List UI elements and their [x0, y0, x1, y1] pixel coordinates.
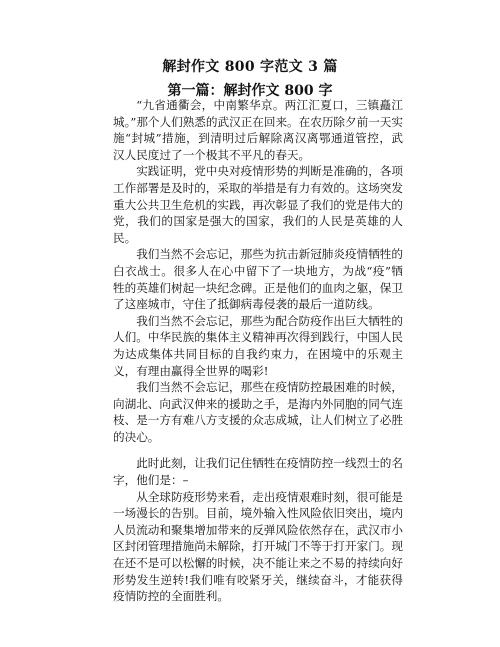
- paragraph-6: 此时此刻，让我们记住牺牲在疫情防控一线烈士的名字，他们是：–: [113, 456, 403, 488]
- paragraph-5: 我们当然不会忘记，那些在疫情防控最困难的时候，向湖北、向武汉伸来的援助之手，是海内外同胞的同气连枝、是一方有难八方支援的众志成城，让人们树立了必胜的决心。: [113, 380, 403, 444]
- paragraph-1: “九省通衢会，中南繁华京。两江汇夏口，三镇矗江城。”那个人们熟悉的武汉正在回来。在农历除夕前一天实施“封城”措施，到清明过后解除离汉离鄂通道管控，武汉人民度过了一个极其不平凡的春天。: [113, 98, 403, 162]
- paragraph-4: 我们当然不会忘记，那些为配合防疫作出巨大牺牲的人们。中华民族的集体主义精神再次得到践行，中国人民为达成集体共同目标的自我约束力，在困境中的乐观主义，有理由赢得全世界的喝彩!: [113, 313, 403, 378]
- section-heading: 第一篇：解封作文 800 字: [167, 83, 333, 99]
- paragraph-2: 实践证明，党中央对疫情形势的判断是准确的，各项工作部署是及时的，采取的举措是有力有效的。这场突发重大公共卫生危机的实践，再次彰显了我们的党是伟大的党，我们的国家是强大的国家，我们的人民是英雄的人民。: [113, 164, 403, 245]
- paragraph-3: 我们当然不会忘记，那些为抗击新冠肺炎疫情牺牲的白衣战士。很多人在心中留下了一块地方，为战“疫”牺牲的英雄们树起一块纪念碑。正是他们的血肉之躯，保卫了这座城市，守住了抵御病毒侵袭的最后一道防线。: [113, 247, 403, 312]
- paragraph-7: 从全球防疫形势来看，走出疫情艰难时刻，很可能是一场漫长的告别。目前，境外输入性风险依旧突出，境内人员流动和聚集增加带来的反弹风险依然存在，武汉市小区封闭管理措施尚未解除，打开城门不等于打开家门。现在还不是可以松懈的时候，决不能让来之不易的持续向好形势发生逆转!我们唯有咬紧牙关，继续奋斗，才能获得疫情防控的全面胜利。: [113, 489, 403, 604]
- paragraph-spacer: [113, 445, 403, 455]
- document-body: [113, 97, 403, 605]
- document-title: 解封作文 800 字范文 3 篇: [162, 59, 338, 75]
